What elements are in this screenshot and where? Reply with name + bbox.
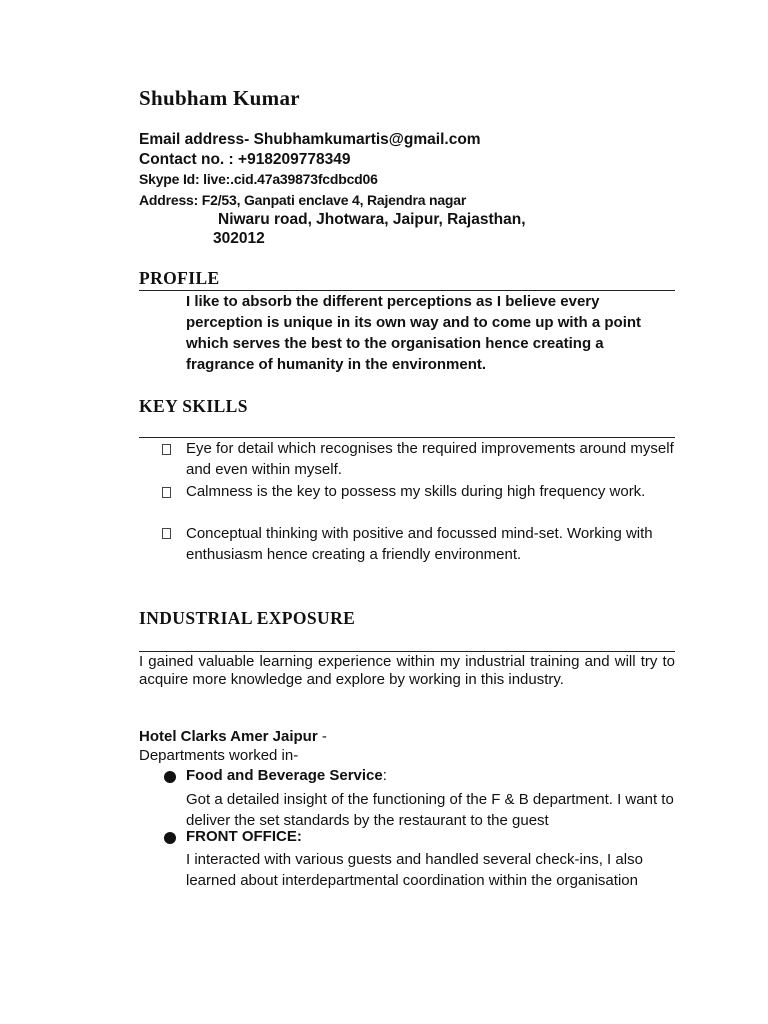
department-bullet — [164, 832, 176, 844]
skill-item: Calmness is the key to possess my skills during high frequency work. — [186, 483, 646, 500]
skill-item: Conceptual thinking with positive and focussed mind-set. Working with enthusiasm hence creating a friendly environment. — [186, 525, 653, 563]
industrial-exposure-heading: INDUSTRIAL EXPOSURE — [139, 608, 356, 628]
address-line-3: 302012 — [213, 230, 265, 247]
industrial-exposure-intro: I gained valuable learning experience within my industrial training and will try to acquire more knowledge and explore by working in this industry. — [139, 653, 675, 688]
department-name: FRONT OFFICE: — [186, 828, 302, 845]
address-line-1: Address: F2/53, Ganpati enclave 4, Rajendra nagar — [139, 192, 467, 208]
skype-line: Skype Id: live:.cid.47a39873fcdbcd06 — [139, 171, 378, 187]
industrial-exposure-divider — [139, 651, 675, 652]
profile-text: I like to absorb the different perceptions as I believe every perception is unique in its own way and to come up with a point which serves the best to the organisation hence creating a fragrance of humanity in the environment. — [186, 293, 642, 373]
skill-bullet-box — [162, 444, 171, 455]
company-suffix: - — [317, 728, 327, 745]
department-name-suffix: : — [382, 767, 387, 784]
skill-bullet-box — [162, 487, 171, 498]
department-description: Got a detailed insight of the functioning of the F & B department. I want to deliver the set standards by the restaurant to the guest — [186, 791, 674, 829]
department-title — [186, 828, 302, 845]
candidate-name: Shubham Kumar — [139, 86, 300, 110]
profile-heading: PROFILE — [139, 268, 220, 288]
company-name: Hotel Clarks Amer Jaipur — [139, 728, 318, 745]
department-name: Food and Beverage Service — [186, 767, 383, 784]
skill-bullet-box — [162, 528, 171, 539]
department-bullet — [164, 771, 176, 783]
company-line — [139, 728, 327, 745]
email-line: Email address- Shubhamkumartis@gmail.com — [139, 131, 481, 148]
key-skills-heading: KEY SKILLS — [139, 396, 248, 416]
contact-line: Contact no. : +918209778349 — [139, 151, 351, 168]
department-description: I interacted with various guests and handled several check-ins, I also learned about interdepartmental coordination within the organisation — [186, 851, 643, 889]
department-title — [186, 767, 387, 784]
departments-label: Departments worked in- — [139, 747, 299, 764]
address-line-2: Niwaru road, Jhotwara, Jaipur, Rajasthan, — [218, 211, 526, 228]
skill-item: Eye for detail which recognises the required improvements around myself and even within myself. — [186, 440, 674, 478]
